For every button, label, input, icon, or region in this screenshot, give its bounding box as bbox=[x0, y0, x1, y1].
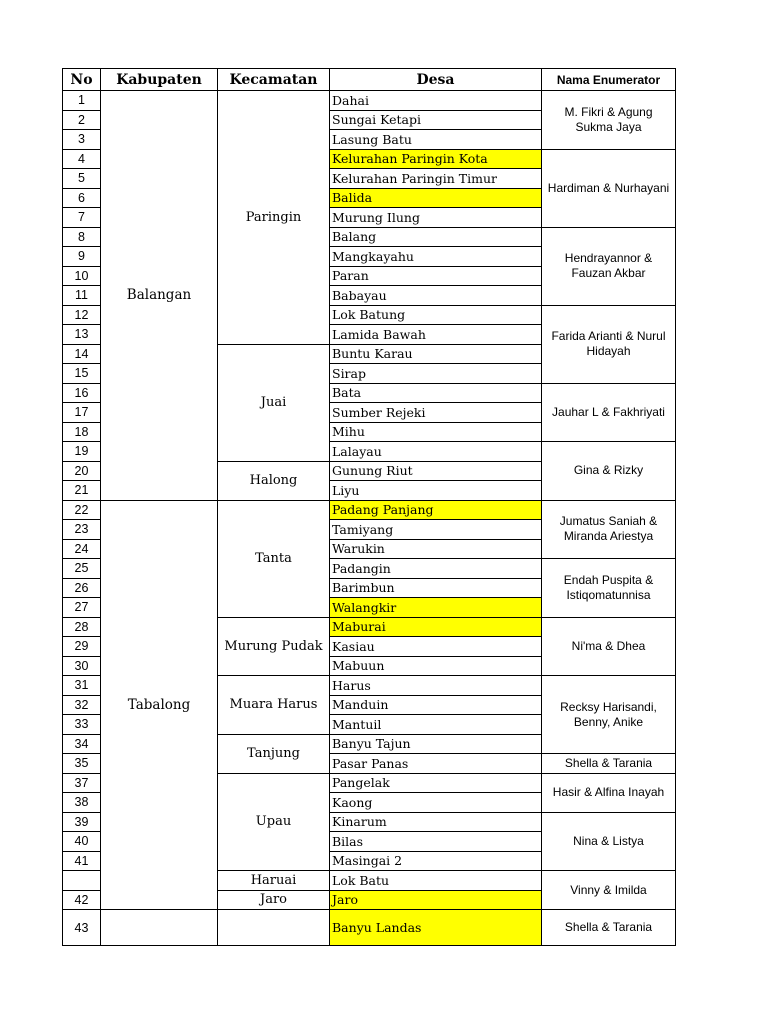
cell-no: 17 bbox=[63, 403, 101, 423]
cell-desa: Banyu Tajun bbox=[330, 734, 542, 754]
cell-no: 2 bbox=[63, 110, 101, 130]
table-row bbox=[63, 910, 676, 946]
cell-no: 11 bbox=[63, 286, 101, 306]
cell-no: 41 bbox=[63, 851, 101, 871]
cell-no: 26 bbox=[63, 578, 101, 598]
cell-no: 14 bbox=[63, 344, 101, 364]
cell-desa: Bata bbox=[330, 383, 542, 403]
cell-no: 9 bbox=[63, 247, 101, 267]
header-kabupaten: Kabupaten bbox=[101, 69, 218, 91]
cell-no: 27 bbox=[63, 598, 101, 618]
header-desa: Desa bbox=[330, 69, 542, 91]
cell-desa: Padangin bbox=[330, 559, 542, 579]
cell-desa: Masingai 2 bbox=[330, 851, 542, 871]
cell-no: 39 bbox=[63, 812, 101, 832]
cell-desa: Bilas bbox=[330, 832, 542, 852]
cell-kabupaten bbox=[101, 910, 218, 946]
cell-no bbox=[63, 871, 101, 891]
cell-desa: Balang bbox=[330, 227, 542, 247]
cell-no: 3 bbox=[63, 130, 101, 150]
cell-desa: Gunung Riut bbox=[330, 461, 542, 481]
cell-no: 19 bbox=[63, 442, 101, 462]
cell-no: 38 bbox=[63, 793, 101, 813]
cell-no: 20 bbox=[63, 461, 101, 481]
cell-no: 34 bbox=[63, 734, 101, 754]
cell-desa: Harus bbox=[330, 676, 542, 696]
cell-no: 4 bbox=[63, 149, 101, 169]
cell-no: 24 bbox=[63, 539, 101, 559]
cell-no: 43 bbox=[63, 910, 101, 946]
cell-enumerator: Jauhar L & Fakhriyati bbox=[542, 383, 676, 442]
enumerator-table bbox=[62, 68, 676, 946]
cell-no: 22 bbox=[63, 500, 101, 520]
cell-desa: Kelurahan Paringin Kota bbox=[330, 149, 542, 169]
cell-no: 1 bbox=[63, 91, 101, 111]
cell-desa: Sumber Rejeki bbox=[330, 403, 542, 423]
cell-enumerator: Ni'ma & Dhea bbox=[542, 617, 676, 676]
cell-kecamatan: Halong bbox=[218, 461, 330, 500]
table-row bbox=[63, 91, 676, 111]
cell-no: 5 bbox=[63, 169, 101, 189]
cell-desa: Mantuil bbox=[330, 715, 542, 735]
table-body bbox=[63, 91, 676, 946]
cell-no: 31 bbox=[63, 676, 101, 696]
cell-enumerator: Nina & Listya bbox=[542, 812, 676, 871]
cell-desa: Liyu bbox=[330, 481, 542, 501]
cell-no: 37 bbox=[63, 773, 101, 793]
cell-no: 30 bbox=[63, 656, 101, 676]
header-row bbox=[63, 69, 676, 91]
cell-enumerator: Hardiman & Nurhayani bbox=[542, 149, 676, 227]
cell-no: 16 bbox=[63, 383, 101, 403]
cell-enumerator: M. Fikri & Agung Sukma Jaya bbox=[542, 91, 676, 150]
cell-desa: Warukin bbox=[330, 539, 542, 559]
cell-desa: Kasiau bbox=[330, 637, 542, 657]
cell-no: 32 bbox=[63, 695, 101, 715]
cell-desa: Pangelak bbox=[330, 773, 542, 793]
cell-desa: Balida bbox=[330, 188, 542, 208]
cell-no: 25 bbox=[63, 559, 101, 579]
cell-desa: Buntu Karau bbox=[330, 344, 542, 364]
header-kecamatan: Kecamatan bbox=[218, 69, 330, 91]
cell-enumerator: Shella & Tarania bbox=[542, 754, 676, 774]
cell-enumerator: Shella & Tarania bbox=[542, 910, 676, 946]
cell-enumerator: Hendrayannor & Fauzan Akbar bbox=[542, 227, 676, 305]
cell-kabupaten: Balangan bbox=[101, 91, 218, 501]
cell-desa: Lok Batu bbox=[330, 871, 542, 891]
cell-desa: Sungai Ketapi bbox=[330, 110, 542, 130]
cell-kecamatan bbox=[218, 910, 330, 946]
cell-desa: Mabuun bbox=[330, 656, 542, 676]
spreadsheet bbox=[62, 68, 676, 946]
cell-kecamatan: Tanjung bbox=[218, 734, 330, 773]
cell-kecamatan: Muara Harus bbox=[218, 676, 330, 735]
cell-no: 15 bbox=[63, 364, 101, 384]
cell-no: 18 bbox=[63, 422, 101, 442]
cell-desa: Lamida Bawah bbox=[330, 325, 542, 345]
cell-kabupaten: Tabalong bbox=[101, 500, 218, 910]
cell-enumerator: Recksy Harisandi, Benny, Anike bbox=[542, 676, 676, 754]
cell-desa: Barimbun bbox=[330, 578, 542, 598]
cell-kecamatan: Upau bbox=[218, 773, 330, 871]
cell-desa: Lalayau bbox=[330, 442, 542, 462]
table-row bbox=[63, 500, 676, 520]
cell-kecamatan: Murung Pudak bbox=[218, 617, 330, 676]
cell-no: 12 bbox=[63, 305, 101, 325]
cell-enumerator: Jumatus Saniah & Miranda Ariestya bbox=[542, 500, 676, 559]
cell-kecamatan: Jaro bbox=[218, 890, 330, 910]
cell-desa: Paran bbox=[330, 266, 542, 286]
cell-desa: Jaro bbox=[330, 890, 542, 910]
cell-kecamatan: Paringin bbox=[218, 91, 330, 345]
cell-kecamatan: Haruai bbox=[218, 871, 330, 891]
cell-no: 21 bbox=[63, 481, 101, 501]
cell-enumerator: Farida Arianti & Nurul Hidayah bbox=[542, 305, 676, 383]
cell-desa: Kelurahan Paringin Timur bbox=[330, 169, 542, 189]
cell-no: 23 bbox=[63, 520, 101, 540]
cell-desa: Babayau bbox=[330, 286, 542, 306]
header-no: No bbox=[63, 69, 101, 91]
cell-enumerator: Endah Puspita & Istiqomatunnisa bbox=[542, 559, 676, 618]
cell-desa: Walangkir bbox=[330, 598, 542, 618]
cell-desa: Dahai bbox=[330, 91, 542, 111]
cell-no: 28 bbox=[63, 617, 101, 637]
cell-no: 29 bbox=[63, 637, 101, 657]
header-enumerator: Nama Enumerator bbox=[542, 69, 676, 91]
cell-kecamatan: Tanta bbox=[218, 500, 330, 617]
cell-enumerator: Gina & Rizky bbox=[542, 442, 676, 501]
cell-enumerator: Hasir & Alfina Inayah bbox=[542, 773, 676, 812]
cell-desa: Kinarum bbox=[330, 812, 542, 832]
cell-no: 6 bbox=[63, 188, 101, 208]
cell-desa: Maburai bbox=[330, 617, 542, 637]
cell-no: 33 bbox=[63, 715, 101, 735]
cell-desa: Pasar Panas bbox=[330, 754, 542, 774]
cell-desa: Banyu Landas bbox=[330, 910, 542, 946]
cell-no: 10 bbox=[63, 266, 101, 286]
cell-kecamatan: Juai bbox=[218, 344, 330, 461]
cell-no: 7 bbox=[63, 208, 101, 228]
cell-desa: Mangkayahu bbox=[330, 247, 542, 267]
cell-no: 42 bbox=[63, 890, 101, 910]
cell-desa: Mihu bbox=[330, 422, 542, 442]
cell-no: 8 bbox=[63, 227, 101, 247]
cell-no: 35 bbox=[63, 754, 101, 774]
cell-desa: Padang Panjang bbox=[330, 500, 542, 520]
cell-desa: Murung Ilung bbox=[330, 208, 542, 228]
cell-desa: Manduin bbox=[330, 695, 542, 715]
cell-no: 40 bbox=[63, 832, 101, 852]
cell-no: 13 bbox=[63, 325, 101, 345]
cell-desa: Kaong bbox=[330, 793, 542, 813]
cell-desa: Tamiyang bbox=[330, 520, 542, 540]
cell-desa: Lasung Batu bbox=[330, 130, 542, 150]
cell-desa: Lok Batung bbox=[330, 305, 542, 325]
cell-desa: Sirap bbox=[330, 364, 542, 384]
cell-enumerator: Vinny & Imilda bbox=[542, 871, 676, 910]
